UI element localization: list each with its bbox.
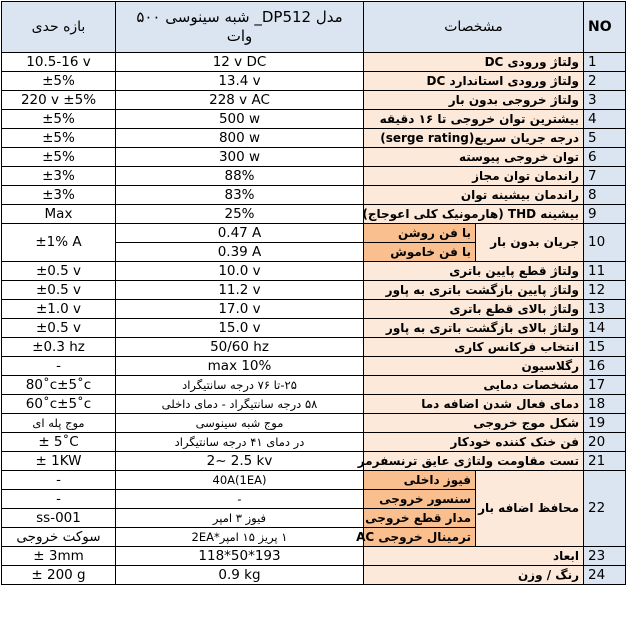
table-row — [2, 376, 626, 395]
table-row — [2, 148, 626, 167]
limit-range-cell: سوکت خروجی — [2, 528, 116, 547]
spec-cell: ولتاژ بالای بازگشت باتری به پاور — [364, 319, 584, 338]
row-number-cell: 23 — [584, 547, 626, 566]
table-row — [2, 338, 626, 357]
table-row — [2, 414, 626, 433]
sub-spec-cell: فیوز داخلی — [364, 471, 476, 490]
table-row — [2, 452, 626, 471]
table-row — [2, 224, 626, 243]
spec-cell: رگلاسیون — [364, 357, 584, 376]
spec-cell: بیشترین توان خروجی تا ۱۶ دقیقه — [364, 110, 584, 129]
spec-cell: محافظ اضافه بار — [476, 471, 584, 547]
table-row — [2, 395, 626, 414]
limit-range-cell: ss-001 — [2, 509, 116, 528]
spec-cell: ولتاژ خروجی بدون بار — [364, 91, 584, 110]
value-cell: 50/60 hz — [116, 338, 364, 357]
limit-range-cell: ±3% — [2, 186, 116, 205]
sub-spec-cell: با فن روشن — [364, 224, 476, 243]
spec-cell: ولتاژ پایین بازگشت باتری به پاور — [364, 281, 584, 300]
limit-range-cell: ±0.5 v — [2, 262, 116, 281]
spec-cell: فن خنک کننده خودکار — [364, 433, 584, 452]
value-cell: 12 v DC — [116, 53, 364, 72]
spec-cell: راندمان توان مجاز — [364, 167, 584, 186]
row-number-cell: 20 — [584, 433, 626, 452]
value-cell: max 10% — [116, 357, 364, 376]
spec-cell: راندمان بیشینه توان — [364, 186, 584, 205]
limit-range-cell: ± 1KW — [2, 452, 116, 471]
header-spec: مشخصات — [364, 2, 584, 53]
table-row — [2, 357, 626, 376]
limit-range-cell: ±0.5 v — [2, 319, 116, 338]
limit-range-cell: ± 5˚C — [2, 433, 116, 452]
limit-range-cell: موج پله ای — [2, 414, 116, 433]
spec-cell: تست مقاومت ولتاژی عایق ترنسفرمر — [364, 452, 584, 471]
row-number-cell: 16 — [584, 357, 626, 376]
value-cell: 2~ 2.5 kv — [116, 452, 364, 471]
table-row — [2, 186, 626, 205]
limit-range-cell: ±0.3 hz — [2, 338, 116, 357]
table-row — [2, 91, 626, 110]
spec-cell: ولتاژ ورودی استاندارد DC — [364, 72, 584, 91]
limit-range-cell: 10.5-16 v — [2, 53, 116, 72]
value-cell: ۲۵-تا ۷۶ درجه سانتیگراد — [116, 376, 364, 395]
row-number-cell: 18 — [584, 395, 626, 414]
table-row — [2, 319, 626, 338]
value-cell: 17.0 v — [116, 300, 364, 319]
limit-range-cell: - — [2, 471, 116, 490]
table-row — [2, 471, 626, 490]
spec-cell: ابعاد — [364, 547, 584, 566]
spec-cell: ولتاژ قطع پایین باتری — [364, 262, 584, 281]
limit-range-cell: ±1% A — [2, 224, 116, 262]
row-number-cell: 12 — [584, 281, 626, 300]
sub-spec-cell: با فن خاموش — [364, 243, 476, 262]
row-number-cell: 22 — [584, 471, 626, 547]
row-number-cell: 24 — [584, 566, 626, 585]
row-number-cell: 14 — [584, 319, 626, 338]
value-cell: فیوز ۳ امپر — [116, 509, 364, 528]
value-cell: 11.2 v — [116, 281, 364, 300]
value-cell: 228 v AC — [116, 91, 364, 110]
value-cell: 0.47 A — [116, 224, 364, 243]
spec-table — [1, 1, 626, 585]
value-cell: 40A(1EA) — [116, 471, 364, 490]
limit-range-cell: 220 v ±5% — [2, 91, 116, 110]
limit-range-cell: - — [2, 490, 116, 509]
row-number-cell: 11 — [584, 262, 626, 281]
table-row — [2, 262, 626, 281]
row-number-cell: 4 — [584, 110, 626, 129]
row-number-cell: 10 — [584, 224, 626, 262]
table-row — [2, 205, 626, 224]
limit-range-cell: ±5% — [2, 110, 116, 129]
row-number-cell: 21 — [584, 452, 626, 471]
limit-range-cell: ±5% — [2, 129, 116, 148]
value-cell: 25% — [116, 205, 364, 224]
value-cell: - — [116, 490, 364, 509]
limit-range-cell: ±3% — [2, 167, 116, 186]
value-cell: در دمای ۴۱ درجه سانتیگراد — [116, 433, 364, 452]
limit-range-cell: ±0.5 v — [2, 281, 116, 300]
header-no: NO — [584, 2, 626, 53]
value-cell: 88% — [116, 167, 364, 186]
table-row — [2, 129, 626, 148]
value-cell: 500 w — [116, 110, 364, 129]
row-number-cell: 7 — [584, 167, 626, 186]
value-cell: ۱ پریز ۱۵ امپر*2EA — [116, 528, 364, 547]
header-row — [2, 2, 626, 53]
value-cell: 0.9 kg — [116, 566, 364, 585]
row-number-cell: 19 — [584, 414, 626, 433]
table-row — [2, 53, 626, 72]
limit-range-cell: ± 3mm — [2, 547, 116, 566]
limit-range-cell: Max — [2, 205, 116, 224]
row-number-cell: 5 — [584, 129, 626, 148]
header-range: بازه حدی — [2, 2, 116, 53]
value-cell: 118*50*193 — [116, 547, 364, 566]
limit-range-cell: 80˚c±5˚c — [2, 376, 116, 395]
table-row — [2, 167, 626, 186]
value-cell: 300 w — [116, 148, 364, 167]
spec-cell: بیشینه THD (هارمونیک کلی اعوجاج) — [364, 205, 584, 224]
table-row — [2, 433, 626, 452]
limit-range-cell: - — [2, 357, 116, 376]
sub-spec-cell: ترمینال خروجی AC — [364, 528, 476, 547]
header-model — [116, 2, 364, 53]
limit-range-cell: ±5% — [2, 72, 116, 91]
row-number-cell: 17 — [584, 376, 626, 395]
spec-cell: شکل موج خروجی — [364, 414, 584, 433]
header-model-line1: مدل DP512_ شبه سینوسی ۵۰۰ — [136, 8, 343, 26]
value-cell: ۵۸ درجه سانتیگراد - دمای داخلی — [116, 395, 364, 414]
sub-spec-cell: سنسور خروجی — [364, 490, 476, 509]
spec-cell: درجه جریان سریع(serge rating) — [364, 129, 584, 148]
spec-cell: جریان بدون بار — [476, 224, 584, 262]
row-number-cell: 3 — [584, 91, 626, 110]
value-cell: 15.0 v — [116, 319, 364, 338]
spec-cell: توان خروجی پیوسته — [364, 148, 584, 167]
row-number-cell: 6 — [584, 148, 626, 167]
table-row — [2, 547, 626, 566]
sub-spec-cell: مدار قطع خروجی — [364, 509, 476, 528]
table-row — [2, 110, 626, 129]
limit-range-cell: ±5% — [2, 148, 116, 167]
value-cell: 83% — [116, 186, 364, 205]
row-number-cell: 9 — [584, 205, 626, 224]
row-number-cell: 13 — [584, 300, 626, 319]
spec-cell: دمای فعال شدن اضافه دما — [364, 395, 584, 414]
spec-cell: انتخاب فرکانس کاری — [364, 338, 584, 357]
limit-range-cell: ± 200 g — [2, 566, 116, 585]
value-cell: 13.4 v — [116, 72, 364, 91]
spec-cell: ولتاژ ورودی DC — [364, 53, 584, 72]
spec-cell: مشخصات دمایی — [364, 376, 584, 395]
spec-cell: رنگ / وزن — [364, 566, 584, 585]
header-model-line2: وات — [226, 27, 253, 45]
value-cell: موج شبه سینوسی — [116, 414, 364, 433]
table-row — [2, 566, 626, 585]
value-cell: 10.0 v — [116, 262, 364, 281]
limit-range-cell: ±1.0 v — [2, 300, 116, 319]
spec-cell: ولتاژ بالای قطع باتری — [364, 300, 584, 319]
row-number-cell: 2 — [584, 72, 626, 91]
row-number-cell: 8 — [584, 186, 626, 205]
value-cell: 0.39 A — [116, 243, 364, 262]
table-row — [2, 281, 626, 300]
table-row — [2, 300, 626, 319]
limit-range-cell: 60˚c±5˚c — [2, 395, 116, 414]
row-number-cell: 15 — [584, 338, 626, 357]
row-number-cell: 1 — [584, 53, 626, 72]
table-row — [2, 72, 626, 91]
value-cell: 800 w — [116, 129, 364, 148]
